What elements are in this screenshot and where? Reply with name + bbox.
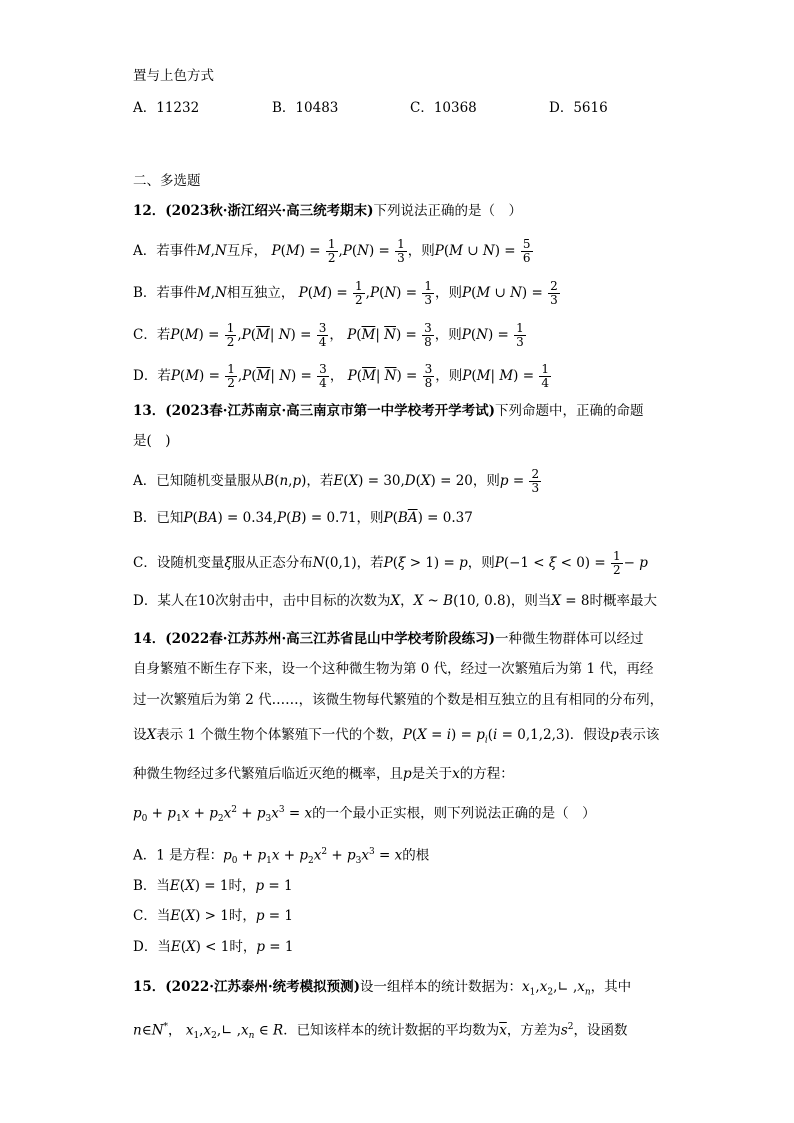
question-14-line-2: 自身繁殖不断生存下来，设一个这种微生物为第 0 代，经过一次繁殖后为第 1 代，再经: [133, 661, 654, 677]
q14-text: 表示该: [618, 727, 660, 743]
opt-text: 相互独立，: [226, 285, 295, 301]
question-13-option-d: D．某人在10次射击中，击中目标的次数为X，X ~ B(10, 0.8)，则当X = 8时概率最大: [133, 593, 657, 609]
question-13-stem: [133, 401, 644, 421]
option-c: C．10368: [410, 100, 477, 116]
opt-text: 则: [421, 243, 435, 259]
opt-text: 次射击中，击中目标的次数为: [215, 593, 391, 609]
opt-text: 的根: [402, 847, 430, 864]
question-14-line-4: 设X表示 1 个微生物个体繁殖下一代的个数，$P(X = i) = p_i(i = 0,1,2,3)$．假设p表示该: [133, 727, 660, 746]
opt-text: A．已知随机变量服从: [133, 473, 265, 489]
question-15-text: 设一组样本的统计数据为：: [360, 979, 523, 995]
question-12-text: 下列说法正确的是（ ）: [373, 203, 523, 219]
q14-text: 表示 1 个微生物个体繁殖下一代的个数，: [156, 727, 403, 743]
opt-text: A．若事件: [133, 243, 197, 259]
question-13-source: 13．(2023春·江苏南京·高三南京市第一中学校考开学考试): [133, 403, 496, 419]
question-14-option-c: C．当E(X) > 1时，p = 1: [133, 908, 293, 924]
q15-text: ．已知该样本的统计数据的平均数为: [283, 1022, 500, 1039]
opt-text: C．若: [133, 327, 171, 343]
question-11-stem-tail: 置与上色方式: [133, 68, 214, 84]
question-13-text: 下列命题中，正确的命题: [495, 403, 644, 419]
question-14-stem: [133, 629, 644, 649]
opt-text: 则: [448, 327, 462, 343]
question-13-option-c: C．设随机变量ξ服从正态分布N(0,1)，若P(ξ > 1) = p，则P(−1 < ξ < 0) = $\frac{1}{2}$ − p: [133, 549, 648, 577]
question-14-option-a: A．1 是方程：$p_0 + p_1x + p_2x^2 + p_3x^3 = x$的根: [133, 847, 430, 867]
opt-text: 则: [448, 285, 462, 301]
option-b: B．10483: [272, 100, 339, 116]
opt-text: A．1 是方程：: [133, 847, 224, 864]
question-14-source: 14．(2022春·江苏苏州·高三江苏省昆山中学校考阶段练习): [133, 631, 496, 647]
opt-text: C．设随机变量: [133, 555, 225, 571]
question-12-option-b: B．若事件M,N相互独立， P(M) = $\frac{1}{2}$ ,P(N) = $\frac{1}{3}$ ，则P(M ∪ N) = $\frac{2}{3}$: [133, 279, 558, 307]
opt-text: 则: [448, 368, 463, 384]
option-d: D．5616: [549, 100, 608, 116]
opt-text: 时，: [228, 908, 256, 924]
question-13-option-a: A．已知随机变量服从B(n,p)，若E(X) = 30,D(X) = 20，则p = $\frac{2}{3}$: [133, 467, 540, 495]
question-13-stem-2: 是( ): [133, 433, 171, 449]
opt-text: 时概率最大: [589, 593, 657, 609]
opt-text: ，则: [356, 510, 384, 526]
opt-text: ，若: [356, 555, 384, 571]
opt-text: B．已知: [133, 510, 184, 526]
question-12-stem: [133, 201, 522, 221]
question-14-line-5: 种微生物经过多代繁殖后临近灭绝的概率，且p是关于x的方程：: [133, 766, 514, 782]
opt-text: B．当: [133, 878, 170, 894]
question-12-option-d: D．若P(M) = $\frac{1}{2}$ $,P(\overline{M}|$ N) = $\frac{3}{4}$ ， $P(\overline{M}|$ $\overline{N}$) = $\frac{3}{8}$ ，则P(M| M) = $\frac{1}{4}$: [133, 362, 549, 390]
opt-text: ，则当: [510, 593, 552, 609]
section-title: 二、多选题: [133, 173, 201, 189]
question-11-options: [133, 96, 733, 116]
opt-text: 时，: [228, 878, 256, 894]
question-14-line-6: $p_0 + p_1x + p_2x^2 + p_3x^3 = x$的一个最小正实根，则下列说法正确的是（ ）: [133, 805, 596, 825]
q15-text: ，设函数: [573, 1022, 628, 1039]
q14-text: ．假设: [569, 727, 611, 743]
opt-text: D．当: [133, 939, 171, 955]
question-14-text: 一种微生物群体可以经过: [495, 631, 644, 647]
question-14-option-b: B．当E(X) = 1时，p = 1: [133, 878, 293, 894]
question-14-option-d: D．当E(X) < 1时，p = 1: [133, 939, 294, 955]
opt-text: ，则: [472, 473, 500, 489]
opt-text: B．若事件: [133, 285, 197, 301]
question-15-text: ，其中: [590, 979, 632, 995]
question-12-option-a: A．若事件M,N互斥， P(M) = $\frac{1}{2}$ ,P(N) = $\frac{1}{3}$ ，则P(M ∪ N) = $\frac{5}{6}$: [133, 237, 531, 265]
opt-text: 时，: [229, 939, 257, 955]
question-15-source: 15．(2022·江苏泰州·统考模拟预测): [133, 979, 361, 995]
question-15-line-2: n∈N*， $x_1,x_2,∟$ $,x_n$ ∈ R．已知该样本的统计数据的平均数为$\overline{x}$，方差为$s^2$，设函数: [133, 1022, 628, 1042]
opt-text: 服从正态分布: [231, 555, 313, 571]
q14-text: 种微生物经过多代繁殖后临近灭绝的概率，且: [133, 766, 403, 782]
opt-text: C．当: [133, 908, 171, 924]
opt-text: D．某人在: [133, 593, 198, 609]
opt-text: ，若: [306, 473, 334, 489]
opt-text: 互斥，: [226, 243, 268, 259]
question-12-option-c: C．若P(M) = $\frac{1}{2}$ $,P(\overline{M}|$ N) = $\frac{3}{4}$ ， $P(\overline{M}|$ $\overline{N}$) = $\frac{3}{8}$ ，则P(N) = $\frac{1}{3}$: [133, 321, 524, 349]
q14-text: 是关于: [411, 766, 453, 782]
q14-text: 设: [133, 727, 147, 743]
question-13-option-b: B．已知P(BA) = 0.34,P(B) = 0.71，则$P(B\overline{A}) = 0.37$: [133, 510, 473, 526]
question-15-stem: 15．(2022·江苏泰州·统考模拟预测)设一组样本的统计数据为：$x_1,x_2,∟$ $,x_n$，其中: [133, 979, 632, 998]
q15-text: ，方差为: [506, 1022, 561, 1039]
q14-text: 的一个最小正实根，则下列说法正确的是（ ）: [312, 805, 596, 822]
option-a: A．11232: [133, 100, 200, 116]
question-12-source: 12．(2023秋·浙江绍兴·高三统考期末): [133, 203, 374, 219]
opt-text: ，则: [467, 555, 495, 571]
q14-text: 的方程：: [459, 766, 514, 782]
question-14-line-3: 过一次繁殖后为第 2 代……，该微生物每代繁殖的个数是相互独立的且有相同的分布列，: [133, 692, 664, 708]
opt-text: D．若: [133, 368, 171, 384]
